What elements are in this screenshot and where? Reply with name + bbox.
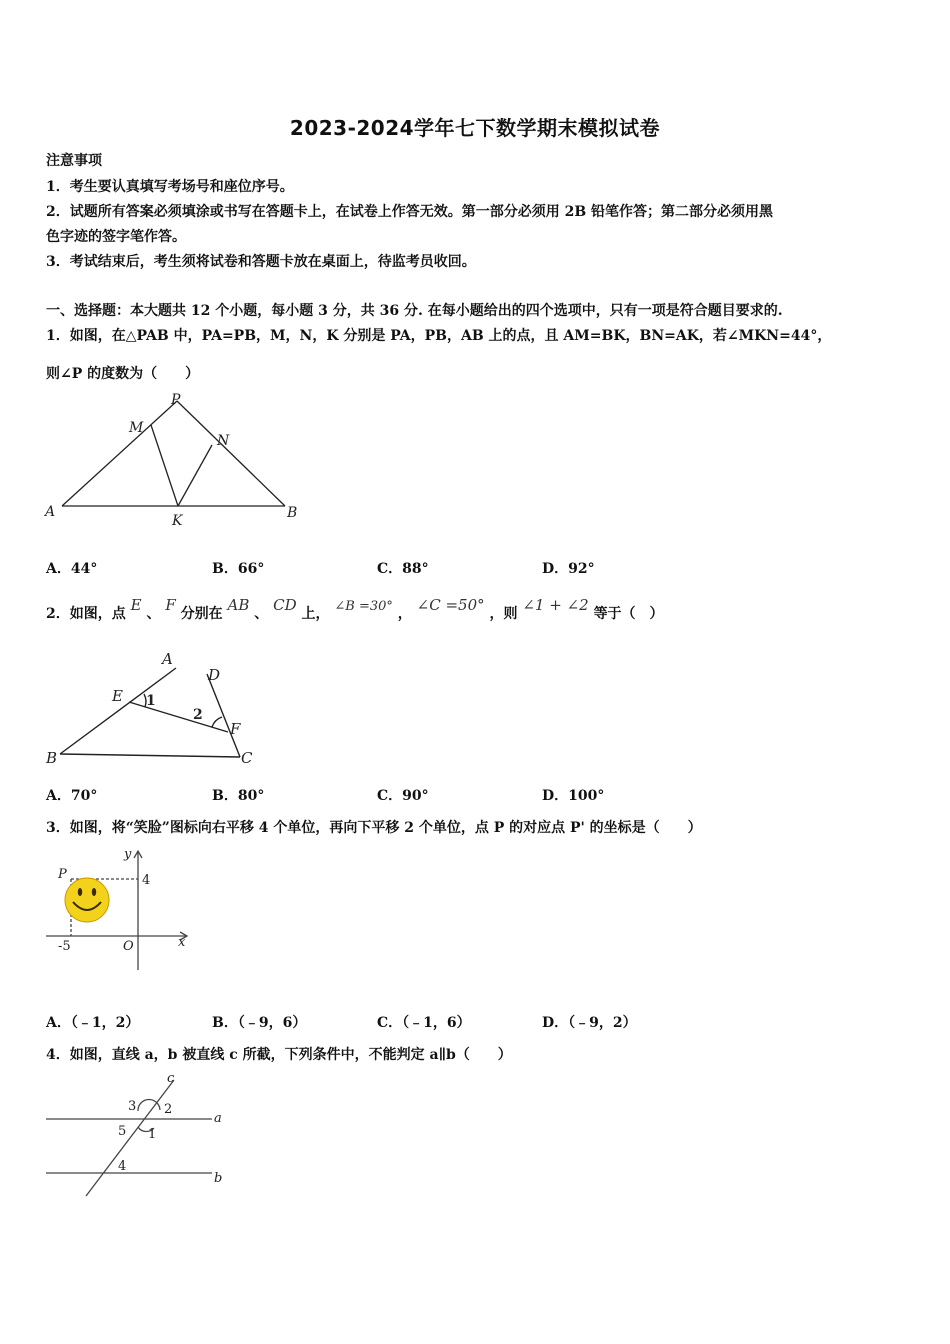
q2-line-ab: AB — [227, 596, 250, 614]
label-P: P — [58, 867, 67, 882]
label-D: D — [208, 666, 221, 684]
label-5: 5 — [118, 1124, 127, 1139]
notice-item: 2．试题所有答案必须填涂或书写在答题卡上，在试卷上作答无效。第一部分必须用 2B 铅笔作答；第二部分必须用黑 — [46, 204, 774, 220]
q3-coordinate-figure — [40, 842, 200, 977]
label-K: K — [172, 513, 183, 529]
angle-arc-top — [138, 1099, 160, 1111]
q2-text-part: ，则 — [489, 606, 518, 622]
q2-line-cd: CD — [273, 596, 297, 614]
segment-PA — [62, 401, 177, 506]
label-B: B — [287, 505, 298, 521]
label-1: 1 — [148, 1127, 157, 1142]
q2-figure — [40, 646, 270, 774]
q1-text: 则∠P 的度数为（ ） — [46, 366, 200, 382]
q2-option-a[interactable]: A．70° — [46, 788, 98, 804]
q3-option-c[interactable]: C．（﹣1，6） — [377, 1015, 471, 1031]
q2-separator: ， — [397, 606, 412, 622]
label-1: 1 — [146, 693, 156, 709]
q1-option-d[interactable]: D．92° — [542, 561, 595, 577]
label-2: 2 — [164, 1102, 173, 1117]
q2-text-part: 分别在 — [180, 606, 223, 622]
label-b: b — [214, 1171, 223, 1186]
label-B: B — [46, 749, 58, 767]
notice-item: 色字迹的签字笔作答。 — [46, 229, 186, 245]
label-y: y — [124, 847, 132, 862]
label-A: A — [45, 504, 56, 520]
q2-option-d[interactable]: D．100° — [542, 788, 605, 804]
line-c — [86, 1080, 174, 1196]
q1-text: 1．如图，在△PAB 中，PA=PB，M，N，K 分别是 PA，PB，AB 上的点，且 AM=BK，BN=AK，若∠MKN=44°， — [46, 328, 832, 344]
label-3: 3 — [128, 1099, 137, 1114]
q1-triangle-figure — [40, 388, 305, 533]
label-N: N — [217, 433, 230, 449]
q2-point-f: F — [165, 596, 176, 614]
label-c: c — [167, 1071, 175, 1086]
label-O: O — [123, 939, 134, 954]
q2-point-e: E — [130, 596, 142, 614]
q2-separator: 、 — [254, 606, 269, 622]
q1-option-a[interactable]: A．44° — [46, 561, 98, 577]
notice-item: 1．考生要认真填写考场号和座位序号。 — [46, 179, 294, 195]
q2-angle-b: ∠B =30° — [334, 599, 393, 614]
label-4: 4 — [142, 873, 151, 888]
smiley-face — [65, 878, 109, 922]
q2-option-c[interactable]: C．90° — [377, 788, 429, 804]
label-M: M — [129, 420, 144, 436]
angle-2-arc — [212, 717, 222, 727]
segment-BC — [60, 754, 240, 757]
segment-DC — [207, 674, 240, 757]
q2-option-b[interactable]: B．80° — [212, 788, 265, 804]
notice-item: 3．考试结束后，考生须将试卷和答题卡放在桌面上，待监考员收回。 — [46, 254, 476, 270]
label-P: P — [171, 392, 181, 408]
q3-option-a[interactable]: A．（﹣1，2） — [46, 1015, 140, 1031]
section-heading: 一、选择题：本大题共 12 个小题，每小题 3 分，共 36 分. 在每小题给出的四个选项中，只有一项是符合题目要求的. — [46, 303, 783, 319]
q2-text-part: 上， — [301, 606, 330, 622]
label-F: F — [230, 720, 241, 738]
smiley-icon — [65, 878, 109, 922]
q2-angle-sum: ∠1 + ∠2 — [522, 596, 589, 614]
segment-PB — [177, 401, 285, 506]
label-2: 2 — [193, 707, 203, 723]
q2-text — [46, 596, 664, 625]
smiley-right-eye — [92, 888, 96, 896]
q4-parallel-lines-figure — [40, 1068, 240, 1203]
label-x: x — [178, 935, 186, 950]
label-A: A — [162, 650, 173, 668]
label-C: C — [241, 749, 253, 767]
q3-option-d[interactable]: D．（﹣9，2） — [542, 1015, 637, 1031]
q2-angle-c: ∠C =50° — [416, 596, 485, 614]
q3-text: 3．如图，将“笑脸”图标向右平移 4 个单位，再向下平移 2 个单位，点 P 的对应点 P' 的坐标是（ ） — [46, 820, 702, 836]
label-neg5: -5 — [58, 939, 71, 954]
label-4: 4 — [118, 1159, 127, 1174]
notice-heading: 注意事项 — [46, 153, 102, 169]
label-E: E — [112, 687, 123, 705]
q1-option-c[interactable]: C．88° — [377, 561, 429, 577]
q1-option-b[interactable]: B．66° — [212, 561, 265, 577]
segment-EF — [129, 702, 228, 732]
q2-text-part: 等于（ ） — [593, 606, 664, 622]
q4-text: 4．如图，直线 a，b 被直线 c 所截，下列条件中，不能判定 a∥b（ ） — [46, 1047, 512, 1063]
segment-KN — [178, 445, 212, 506]
page-title: 2023-2024学年七下数学期末模拟试卷 — [289, 116, 661, 140]
q3-option-b[interactable]: B．（﹣9，6） — [212, 1015, 307, 1031]
label-a: a — [214, 1111, 222, 1126]
segment-MK — [151, 425, 178, 506]
smiley-left-eye — [78, 888, 82, 896]
q2-separator: 、 — [146, 606, 161, 622]
q2-text-part: 2．如图，点 — [46, 606, 126, 622]
